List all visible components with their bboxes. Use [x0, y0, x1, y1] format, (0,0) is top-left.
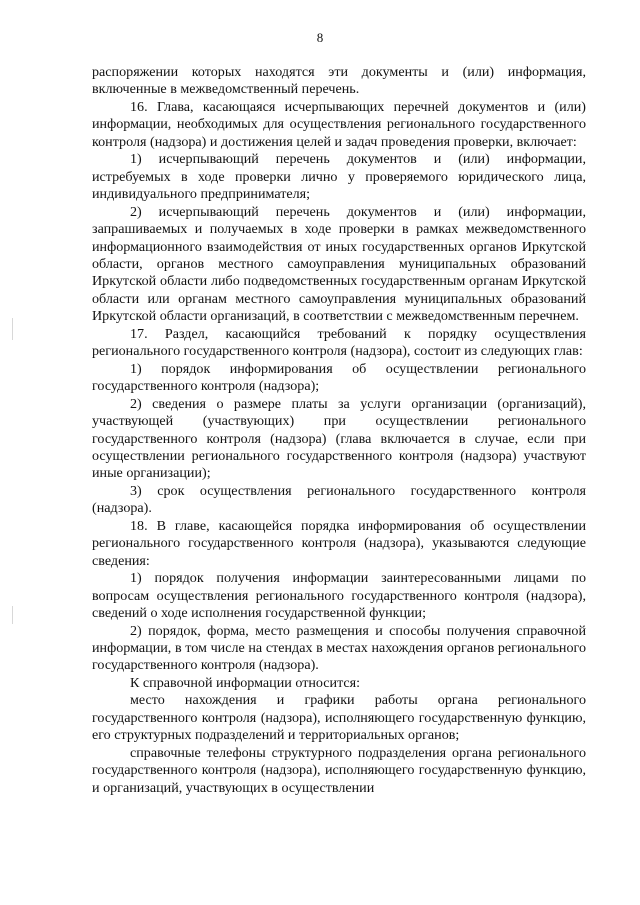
list-item-17-1: 1) порядок информирования об осуществлении регионального государственного контроля (надзора);: [92, 360, 586, 395]
paragraph-17: 17. Раздел, касающийся требований к порядку осуществления регионального государственного контроля (надзора), состоит из следующих глав:: [92, 325, 586, 360]
list-item-16-2: 2) исчерпывающий перечень документов и (или) информации, запрашиваемых и получаемых в ходе проверки в рамках межведомственного информационного взаимодействия от иных государственных органов Иркутской области, органов местного самоуправления муниципальных образований Иркутской области либо подведомственных государственным органам Иркутской области или органам местного самоуправления муниципальных образований Иркутской области организаций, в соответствии с межведомственным перечнем.: [92, 203, 586, 325]
scan-mark: [12, 318, 13, 340]
list-item-18-2: 2) порядок, форма, место размещения и способы получения справочной информации, в том числе на стендах в местах нахождения органов регионального государственного контроля (надзора).: [92, 622, 586, 674]
paragraph-18: 18. В главе, касающейся порядка информирования об осуществлении регионального государственного контроля (надзора), указываются следующие сведения:: [92, 517, 586, 569]
document-body: [92, 64, 586, 797]
paragraph-continuation: распоряжении которых находятся эти документы и (или) информация, включенные в межведомственный перечень.: [92, 64, 586, 98]
paragraph-16: 16. Глава, касающаяся исчерпывающих перечней документов и (или) информации, необходимых для осуществления регионального государственного контроля (надзора) и достижения целей и задач проведения проверки, включает:: [92, 98, 586, 150]
reference-info-item: справочные телефоны структурного подразделения органа регионального государственного контроля (надзора), исполняющего государственную функцию, и организаций, участвующих в осуществлении: [92, 744, 586, 796]
reference-info-item: место нахождения и графики работы органа регионального государственного контроля (надзора), исполняющего государственную функцию, его структурных подразделений и территориальных органов;: [92, 692, 586, 744]
list-item-16-1: 1) исчерпывающий перечень документов и (или) информации, истребуемых в ходе проверки лично у проверяемого юридического лица, индивидуального предпринимателя;: [92, 151, 586, 203]
scan-mark: [12, 606, 13, 624]
page-number: 8: [316, 30, 324, 45]
list-item-17-3: 3) срок осуществления регионального государственного контроля (надзора).: [92, 482, 586, 517]
list-item-17-2: 2) сведения о размере платы за услуги организации (организаций), участвующей (участвующих) при осуществлении регионального государственного контроля (надзора) (глава включается в случае, если при осуществлении регионального государственного контроля (надзора) участвуют иные организации);: [92, 395, 586, 482]
reference-info-heading: К справочной информации относится:: [130, 674, 361, 691]
list-item-18-1: 1) порядок получения информации заинтересованными лицами по вопросам осуществления регионального государственного контроля (надзора), сведений о ходе исполнения государственной функции;: [92, 570, 586, 622]
